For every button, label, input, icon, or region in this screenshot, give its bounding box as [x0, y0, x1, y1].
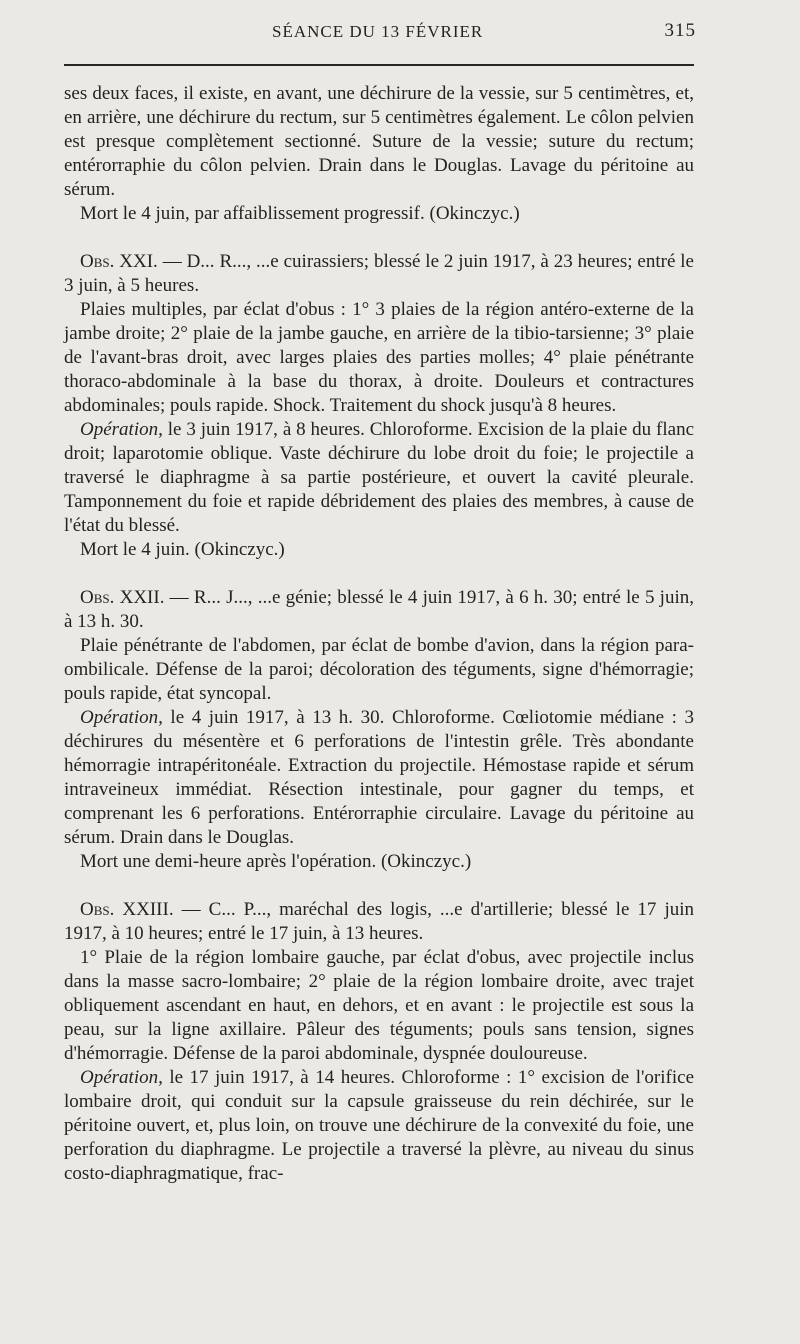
page-header — [64, 20, 696, 46]
observation-header — [64, 586, 694, 634]
page-number: 315 — [664, 20, 696, 41]
observation-text: — R... J..., ...e génie; blessé le 4 juin 1917, à 6 h. 30; entré le 5 juin, à 13 h. 30. — [64, 587, 694, 632]
header-rule — [64, 64, 694, 66]
observation-text: — D... R..., ...e cuirassiers; blessé le 2 juin 1917, à 23 heures; entré le 3 juin, à 5 heures. — [64, 251, 694, 296]
paragraph: Plaies multiples, par éclat d'obus : 1° 3 plaies de la région antéro-externe de la jambe droite; 2° plaie de la jambe gauche, en arrière de la tibio-tarsienne; 3° plaie de l'avant-bras droit, avec larges plaies des parties molles; 4° plaie pénétrante thoraco-abdominale à la base du thorax, à droite. Douleurs et contractures abdominales; pouls rapide. Shock. Traitement du shock jusqu'à 8 heures. — [64, 299, 694, 416]
observation-header — [64, 250, 694, 298]
operation-paragraph — [64, 418, 694, 538]
operation-text: le 17 juin 1917, à 14 heures. Chloroforme : 1° excision de l'orifice lombaire droit, qui conduit sur la capsule graisseuse du rein déchirée, sur le péritoine ouvert, et, plus loin, on trouve une déchirure de la convexité du foie, une perforation du diaphragme. Le projectile a traversé la plèvre, au niveau du sinus costo-diaphragmatique, frac- — [64, 1067, 694, 1184]
observation-label: Obs. XXIII. — [80, 899, 174, 920]
paragraph: ses deux faces, il existe, en avant, une déchirure de la vessie, sur 5 centimètres, et, en arrière, une déchirure du rectum, sur 5 centimètres également. Le côlon pelvien est presque complètement sectionné. Suture de la vessie; suture du rectum; entérorraphie du côlon pelvien. Drain dans le Douglas. Lavage du péritoine au sérum. — [64, 83, 694, 200]
operation-text: le 3 juin 1917, à 8 heures. Chloroforme. Excision de la plaie du flanc droit; laparotomie oblique. Vaste déchirure du lobe droit du foie; le projectile a traversé le diaphragme à sa partie postérieure, et ouvert la cavité pleurale. Tamponnement du foie et rapide débridement des plaies des membres, à cause de l'état du blessé. — [64, 419, 694, 536]
paragraph: Mort le 4 juin. (Okinczyc.) — [80, 539, 285, 560]
paragraph: Mort une demi-heure après l'opération. (Okinczyc.) — [80, 851, 472, 872]
paragraph: Plaie pénétrante de l'abdomen, par éclat de bombe d'avion, dans la région para-ombilicale. Défense de la paroi; décoloration des téguments, signe d'hémorragie; pouls rapide, état syncopal. — [64, 635, 694, 704]
operation-label: Opération, — [80, 1067, 163, 1088]
paragraph: 1° Plaie de la région lombaire gauche, par éclat d'obus, avec projectile inclus dans la masse sacro-lombaire; 2° plaie de la région lombaire droite, avec trajet obliquement ascendant en haut, en dehors, et en avant : le projectile est sous la peau, sur la ligne axillaire. Pâleur des téguments; pouls sans tension, signes d'hémorragie. Défense de la paroi abdominale, dyspnée douloureuse. — [64, 947, 694, 1064]
observation-text: — C... P..., maréchal des logis, ...e d'artillerie; blessé le 17 juin 1917, à 10 heures; entré le 17 juin, à 13 heures. — [64, 899, 695, 944]
operation-paragraph — [64, 1066, 694, 1186]
operation-label: Opération, — [80, 707, 163, 728]
observation-label: Obs. XXI. — [80, 251, 158, 272]
operation-text: le 4 juin 1917, à 13 h. 30. Chloroforme. Cœliotomie médiane : 3 déchirures du mésentère et 6 perforations de l'intestin grêle. Très abondante hémorragie intrapéritonéale. Extraction du projectile. Hémostase rapide et sérum intraveineux immédiat. Résection intestinale, pour gagner du temps, et comprenant les 6 perforations. Entérorraphie circulaire. Lavage du péritoine au sérum. Drain dans le Douglas. — [64, 707, 694, 848]
observation-header — [64, 898, 694, 946]
paragraph: Mort le 4 juin, par affaiblissement progressif. (Okinczyc.) — [80, 203, 520, 224]
operation-paragraph — [64, 706, 694, 850]
body-text — [64, 82, 694, 1186]
observation-label: Obs. XXII. — [80, 587, 165, 608]
operation-label: Opération, — [80, 419, 163, 440]
running-title: SÉANCE DU 13 FÉVRIER — [272, 22, 484, 41]
